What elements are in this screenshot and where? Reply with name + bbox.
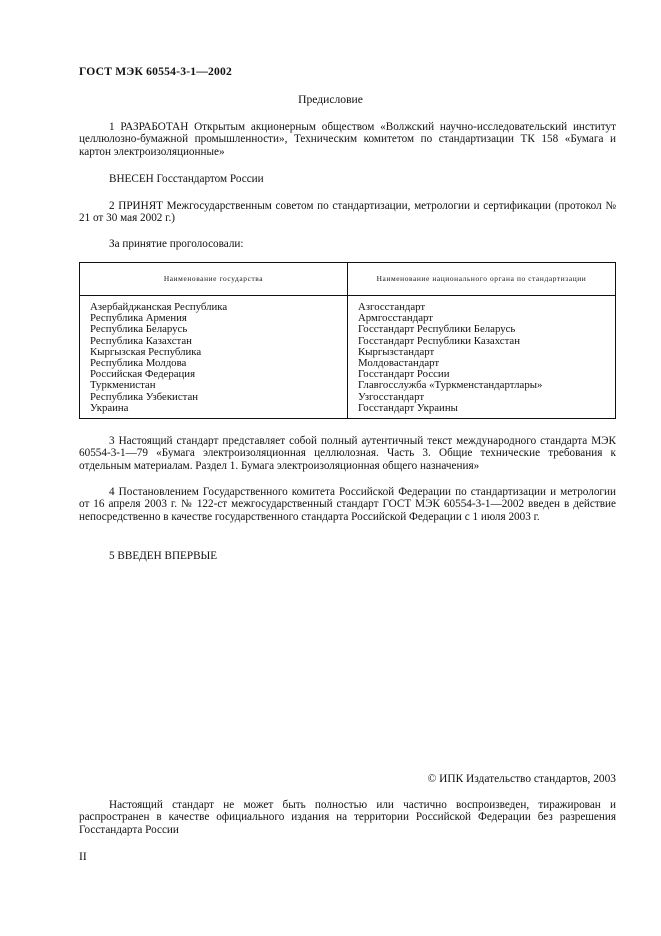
standards-body-name: Армгосстандарт [358,312,433,325]
state-name: Азербайджанская Республика [90,301,228,313]
standards-body-name: Госстандарт России [358,368,450,381]
item-1-text: 1 РАЗРАБОТАН Открытым акционерным обществом «Волжский научно-исследовательский институт целлюлозно-бумажной промышленности», Техническим комитетом по стандартизации ТК 158 «Бумага и картон электроизоляционные» [79,121,616,158]
item-1-developed [79,121,616,158]
state-name: Российская Федерация [90,368,196,381]
reproduction-notice-text: Настоящий стандарт не может быть полностью или частично воспроизведен, тиражирован и распространен в качестве официального издания на территории Российской Федерации без разрешения Госстандарта России [79,799,616,836]
standards-body-name: Госстандарт Украины [358,401,458,414]
preface-title: Предисловие [298,93,363,106]
state-name: Республика Армения [90,312,187,325]
standards-body-name: Азгосстандарт [358,301,426,313]
bodies-column [348,296,616,419]
standards-body-name: Госстандарт Республики Казахстан [358,334,520,347]
item-3-text: 3 Настоящий стандарт представляет собой полный аутентичный текст международного стандарта МЭК 60554-3-1—79 «Бумага электроизоляционная целлюлозная. Часть 3. Общие технические требования к отдельным материалам. Раздел 1. Бумага электроизоляционная общего назначения» [79,435,616,472]
item-5-first-introduced: 5 ВВЕДЕН ВПЕРВЫЕ [109,550,218,562]
standards-body-name: Кыргызстандарт [358,345,435,358]
reproduction-notice [79,799,616,836]
column-header-body: Наименование национального органа по стандартизации [348,263,616,296]
standards-body-name: Главгосслужба «Туркменстандартлары» [358,379,543,392]
state-name: Туркменистан [90,379,156,392]
item-2-text: 2 ПРИНЯТ Межгосударственным советом по стандартизации, метрологии и сертификации (протокол № 21 от 30 мая 2002 г.) [79,200,616,225]
standards-body-name: Узгосстандарт [358,390,425,403]
state-name: Республика Казахстан [90,334,192,347]
column-header-state: Наименование государства [80,263,348,296]
page-number: II [79,850,87,863]
item-2-adopted [79,200,616,225]
state-name: Республика Молдова [90,357,187,370]
state-name: Республика Узбекистан [90,390,199,403]
standards-body-name: Госстандарт Республики Беларусь [358,323,516,336]
item-4-text: 4 Постановлением Государственного комитета Российской Федерации по стандартизации и метрологии от 16 апреля 2003 г. № 122-ст межгосударственный стандарт ГОСТ МЭК 60554-3-1—2002 введен в действие непосредственно в качестве государственного стандарта Российской Федерации с 1 июля 2003 г. [79,486,616,523]
copyright-notice: © ИПК Издательство стандартов, 2003 [427,773,616,785]
document-code: ГОСТ МЭК 60554-3-1—2002 [79,65,233,78]
state-name: Республика Беларусь [90,323,188,336]
item-introduced: ВНЕСЕН Госстандартом России [109,173,264,185]
voted-label: За принятие проголосовали: [109,238,244,250]
table-row [80,296,616,419]
state-name: Кыргызская Республика [90,345,202,358]
states-column [80,296,348,419]
standards-body-name: Молдовастандарт [358,357,440,370]
state-name: Украина [90,401,129,414]
item-3-authentic-text [79,435,616,472]
voting-table [79,262,616,419]
table-header-row [80,263,616,296]
item-4-enactment [79,486,616,523]
